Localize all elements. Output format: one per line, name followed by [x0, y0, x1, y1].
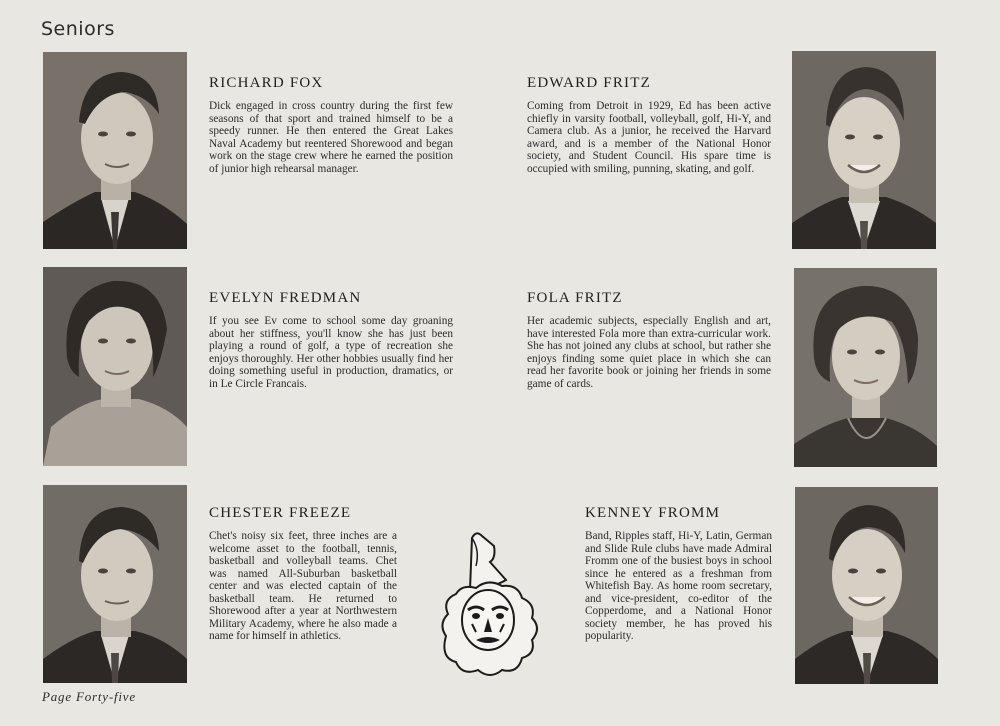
- clown-mascot-illustration: [432, 528, 544, 680]
- bio-richard-fox: [209, 75, 453, 175]
- section-title: Seniors: [41, 18, 115, 40]
- senior-bio: Her academic subjects, especially English and art, have interested Fola more than extra-curricular work. She has not joined any clubs at school, but rather she enjoys finding some quiet place in which she can read her favorite book or joining her friends in some game of cards.: [527, 315, 771, 390]
- portrait-richard-fox: [43, 52, 187, 249]
- bio-kenney-fromm: [585, 505, 772, 643]
- senior-bio: Dick engaged in cross country during the first few seasons of that sport and trained himself to be a speedy runner. He then entered the Great Lakes Naval Academy but reentered Shorewood and began work on the stage crew where he earned the position of junior high rehearsal manager.: [209, 100, 453, 175]
- portrait-kenney-fromm: [795, 487, 938, 684]
- bio-chester-freeze: [209, 505, 397, 643]
- senior-name: RICHARD FOX: [209, 75, 324, 91]
- senior-bio: Coming from Detroit in 1929, Ed has been active chiefly in varsity football, volleyball, golf, Hi-Y, and Camera club. As a junior, he received the Harvard award, and is a member of the National Honor society, and Student Council. His spare time is occupied with smiling, punning, skating, and golf.: [527, 100, 771, 175]
- senior-name: EVELYN FREDMAN: [209, 290, 362, 306]
- senior-name: EDWARD FRITZ: [527, 75, 651, 91]
- portrait-edward-fritz: [792, 51, 936, 249]
- bio-fola-fritz: [527, 290, 771, 390]
- portrait-evelyn-fredman: [43, 267, 187, 466]
- bio-evelyn-fredman: [209, 290, 453, 390]
- page-number: Page Forty-five: [42, 689, 136, 704]
- bio-edward-fritz: [527, 75, 771, 175]
- portrait-chester-freeze: [43, 485, 187, 683]
- senior-bio: Band, Ripples staff, Hi-Y, Latin, German and Slide Rule clubs have made Admiral Fromm one of the busiest boys in school since he entered as a freshman from Whitefish Bay. As home room secretary, and vice-president, co-editor of the Copperdome, and a National Honor society member, he has proved his popularity.: [585, 530, 772, 642]
- portrait-fola-fritz: [794, 268, 937, 467]
- senior-name: FOLA FRITZ: [527, 290, 623, 306]
- senior-name: KENNEY FROMM: [585, 505, 721, 521]
- senior-bio: Chet's noisy six feet, three inches are a welcome asset to the football, tennis, basketball and volleyball teams. Chet was named All-Suburban basketball center and was elected captain of the basketball team. He returned to Shorewood after a year at Northwestern Military Academy, where he also made a name for himself in athletics.: [209, 530, 397, 642]
- senior-name: CHESTER FREEZE: [209, 505, 352, 521]
- senior-bio: If you see Ev come to school some day groaning about her stiffness, you'll know she has just been playing a round of golf, a type of recreation she enjoys thoroughly. Her other hobbies usually find her doing something useful in production, dramatics, or in Le Circle Francais.: [209, 315, 453, 390]
